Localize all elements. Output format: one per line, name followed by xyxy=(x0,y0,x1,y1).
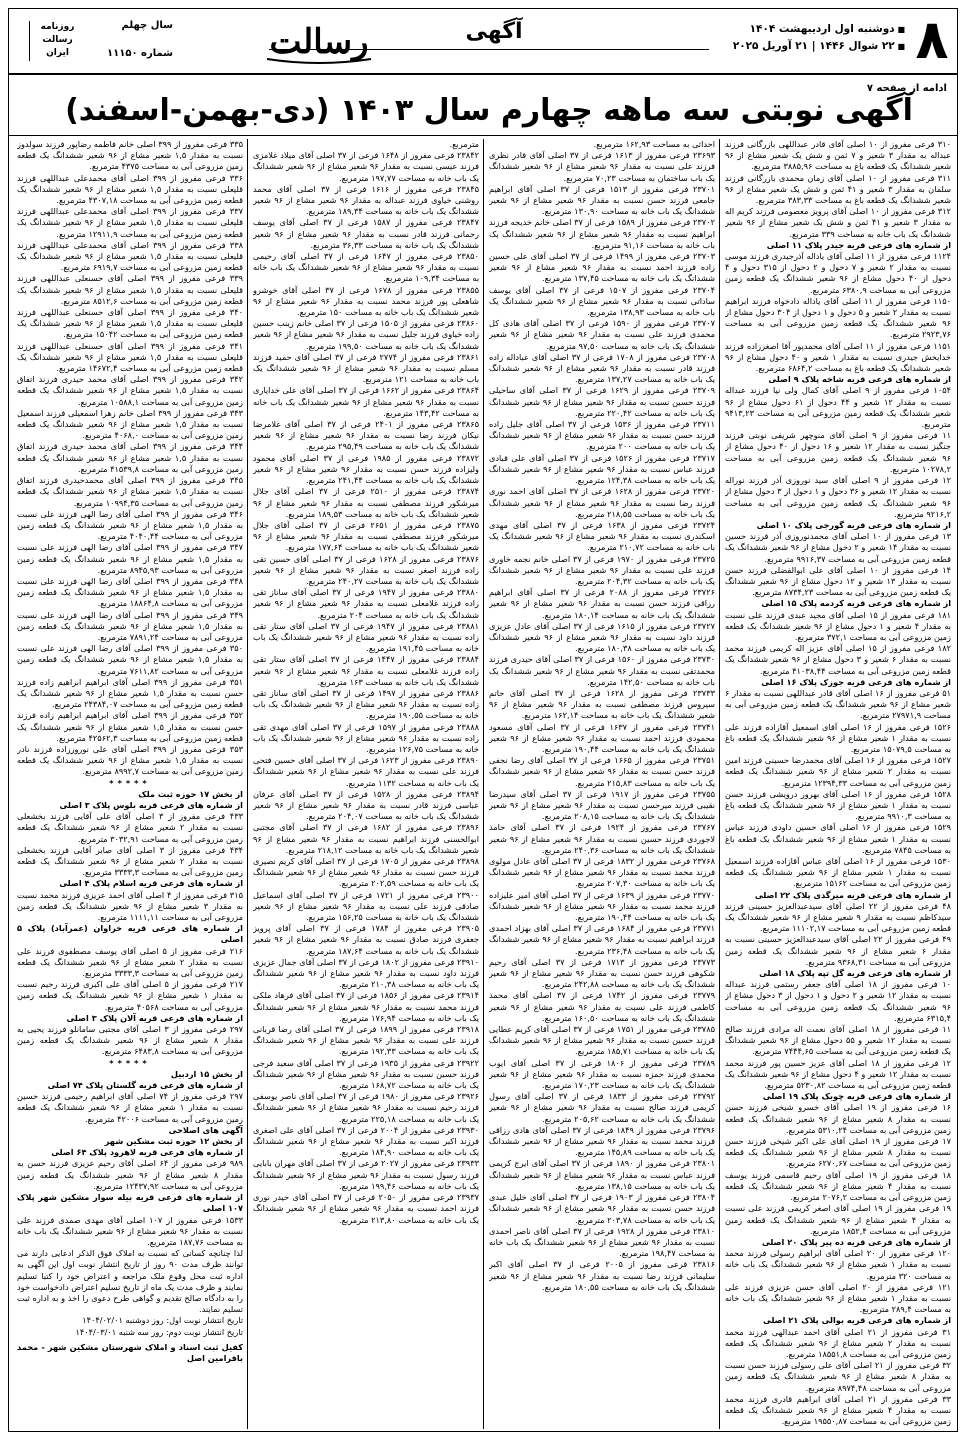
notice-entry: ۲۳۸۴۲ فرعی مفروز از ۱۶۴۸ فرعی از ۳۷ اصلی آقای میلاد غلامزی فرزند عیسی نسبت به مقدار ۹۶ شعیر مشاع از ۹۶ شعیر ششدانگ یک باب خانه به مساحت ۱۹۷,۷۷ مترمربع. xyxy=(253,150,479,183)
section-subheading: از شماره های فرعی قریه آلان پلاک ۳ اصلی xyxy=(66,1012,243,1023)
notice-entry: ۳۲ فرعی مفروز از ۲۱ اصلی آقای علی رسولی فرزند حسن نسبت به مقدار ۸ شعیر مشاع از ۹۶ شعیر ششدانگ یک قطعه زمین مزروعی آبی به مساحت ۸۹۷۴,۴۸ مترمربع. xyxy=(725,1360,951,1393)
mini-logo-line-3: ایران xyxy=(46,48,69,58)
section-subheading: از بخش ۱۷ حوزه ثبت ملک xyxy=(138,788,243,799)
notice-entry: ۲۳۸۶۰ فرعی مفروز از ۱۵۰۵ فرعی از ۳۷ اصلی خانم زینب حسین زاده خیاوی فرزند جلیل نسبت به مقدار ۹۶ شعیر مشاع از ۹۶ شعیر ششدانگ یک باب خانه به مساحت ۱۹۹,۵۰ مترمربع. xyxy=(253,318,479,351)
notice-entry: ۲۳۸۸۴ فرعی مفروز از ۱۴۴۷ فرعی از ۳۷ اصلی آقای ستار تقی زاده فرزند غلامعلی نسبت به مقدار ۹۶ شعیر مشاع از ۹۶ شعیر ششدانگ یک باب خانه به مساحت ۱۶۳ مترمربع. xyxy=(253,654,479,687)
notice-entry: ۲۳۹۱۴ فرعی مفروز از ۱۸۵۶ فرعی از ۳۷ اصلی آقای فرهاد ملکی فرزند محمد نسبت به مقدار ۹۶ شعیر مشاع از ۹۶ شعیر ششدانگ یک باب خانه به مساحت ۱۷۶,۹۴ مترمربع. xyxy=(253,990,479,1023)
notice-entry: ۳۱ فرعی مفروز از ۲۱ اصلی آقای احمد عبدالهی فرزند محمد نسبت به مقدار ۲ شعیر مشاع از ۹۶ شعیر ششدانگ یک قطعه زمین مزروعی آبی به مساحت ۱۸۵۵۱,۸ مترمربع. xyxy=(725,1326,951,1359)
section-subheading: از شماره های فرعی قریه خراوان (عمرآباد) پلاک ۵ اصلی xyxy=(17,923,243,945)
date-line-1: ■ دوشنبه اول اردیبهشت ۱۴۰۴ xyxy=(705,21,905,38)
notice-entry: ۲۳۹۳۰ فرعی مفروز از ۲۰۰۴ فرعی از ۳۷ اصلی آقای علی اصغری فرزند اکبر نسبت به مقدار ۹۶ شعیر مشاع از ۹۶ شعیر ششدانگ یک باب خانه به مساحت ۱۸۴,۹۰ مترمربع. xyxy=(253,1124,479,1158)
notice-entry: ۲۳۸۹۰ فرعی مفروز از ۱۶۲۳ فرعی از ۳۷ اصلی آقای حسین فتحی فرزند علی نسبت به مقدار ۹۶ شعیر مشاع از ۹۶ شعیر ششدانگ یک باب خانه به مساحت ۱۱۳۲ مترمربع. xyxy=(253,755,479,788)
notice-entry: ۲۳۷۵۵ فرعی مفروز از ۱۹۱۷ فرعی از ۳۷ اصلی آقای سیدرضا نقیبی فرزند میرحسن نسبت به مقدار ۹۶ شعیر مشاع از ۹۶ شعیر ششدانگ یک باب خانه به مساحت ۲۰۸,۱۵ مترمربع. xyxy=(489,788,715,822)
section-subheading: از شماره های فرعی قریه لاهرود پلاک ۶۴ اصلی xyxy=(51,1147,243,1158)
page-title: آگهی نوبتی سه ماهه چهارم سال ۱۴۰۳ (دی-بهمن-اسفند) xyxy=(65,93,913,128)
column-3 xyxy=(253,139,479,1429)
section-subheading: از شماره های فرعی قریه بلوس پلاک ۳ اصلی xyxy=(59,799,243,810)
notice-entry: ۱۲ فرعی مفروز از ۱۸ اصلی آقای عزیز حسین پور فرزند محمد نسبت به مقدار ۱۲ شعیر و ۴ دحول مشاع از ۹۶ شعیر ششدانگ یک قطعه زمین مزروعی آبی به مساحت ۵۲۳۰,۸۲ مترمربع. xyxy=(725,1057,951,1091)
notice-entry: ۳۳ فرعی مفروز از ۲۱ اصلی آقای ابراهیم قادری فرزند محمد نسبت به مقدار ۴ شعیر مشاع از ۹۶ شعیر ششدانگ یک قطعه زمین مزروعی آبی به مساحت ۱۹۵۵۰,۸۷ مترمربع. xyxy=(725,1393,951,1427)
notice-entry: ۲۳۸۷۴ فرعی مفروز از ۲۵۱۰ فرعی از ۳۷ اصلی آقای جلال میرشکور فرزند مصطفی نسبت به مقدار ۹۶ شعیر مشاع از ۹۶ شعیر ششدانگ یک باب خانه به مساحت ۱۸۹,۵۳ مترمربع. xyxy=(253,486,479,519)
year-label: سال چهلم xyxy=(121,20,173,31)
resalat-logo xyxy=(259,13,379,69)
notice-entry: ۱۰ فرعی مفروز از ۱۸ اصلی آقای جعفر رستمی فرزند عبداله نسبت به مقدار ۱۲ شعیر و ۲ دحول و ۱ دحول از ۳ دحول مشاع از ۹۶ شعیر ششدانگ یک قطعه زمین مزروعی آبی به مساحت ۶۳۱۵,۴ مترمربع. xyxy=(725,979,951,1023)
notice-entry: ۳۳۶ فرعی مفروز از ۳۹۹ اصلی آقای محمدعلی عبداللهی فرزند قلیعلی نسبت به مقدار ۱,۵ شعیر مشاع از ۹۶ شعیر ششدانگ یک قطعه زمین مزروعی آبی به مساحت ۴۳۰۷,۱۸ مترمربع. xyxy=(17,172,243,206)
notice-entry: ۲۳۸۵۰ فرعی مفروز از ۱۶۴۷ فرعی از ۳۷ اصلی آقای رحیمی نسبت به مقدار ۹۶ شعیر مشاع از ۹۶ شعیر ششدانگ یک باب خانه به مساحت ۱۰۹,۳۴ مترمربع. xyxy=(253,251,479,284)
notice-entry: ۲۳۹۰۵ فرعی مفروز از ۱۷۸۴ فرعی از ۳۷ اصلی آقای پرویز جعفری فرزند صادق نسبت به مقدار ۹۶ شعیر مشاع از ۹۶ شعیر ششدانگ یک باب خانه به مساحت ۱۸۷,۶۴ مترمربع. xyxy=(253,923,479,956)
notice-entry: ۳۴۴ فرعی مفروز از ۳۹۹ اصلی آقای محمد حیدری فرزند اتفاق نسبت به مقدار ۱,۵ شعیر مشاع از ۹۶ شعیر ششدانگ یک قطعه زمین مزروعی آبی به مساحت ۴۱۵۳۹,۸ مترمربع. xyxy=(17,441,243,474)
section-subheading: از شماره های فرعی قریه اسلام پلاک ۴ اصلی xyxy=(59,878,243,889)
notice-entry: ۲۳۸۸۶ فرعی مفروز از ۱۴۹۷ فرعی از ۳۷ اصلی آقای ساناز تقی زاده نسبت به مقدار ۹۶ شعیر مشاع از ۹۶ شعیر ششدانگ یک باب خانه به مساحت ۱۹۰,۵۵ مترمربع. xyxy=(253,687,479,721)
date-block xyxy=(705,21,905,55)
notice-entry: ۲۳۹۱۸ فرعی مفروز از ۱۸۹۹ فرعی از ۳۷ اصلی آقای رضا قربانی فرزند علی نسبت به مقدار ۹۶ شعیر مشاع از ۹۶ شعیر ششدانگ یک باب خانه به مساحت ۱۹۲,۳۳ مترمربع. xyxy=(253,1024,479,1057)
section-subheading: از شماره های فرعی قریه میرگدی پلاک ۲۲ اصلی xyxy=(754,889,951,900)
separator-stars: ***** xyxy=(109,1057,151,1068)
notice-entry: ۲۳۹۳۳ فرعی مفروز از ۲۰۲۷ فرعی از ۳۷ اصلی آقای مهران بابایی فرزند رسول نسبت به مقدار ۹۶ شعیر مشاع از ۹۶ شعیر ششدانگ یک باب خانه به مساحت ۱۹۹,۴۶ مترمربع. xyxy=(253,1158,479,1191)
notice-entry: ۱۷ فرعی مفروز از ۱۹ اصلی آقای علی اکبر شیخی فرزند حسن نسبت به مقدار ۸ شعیر مشاع از ۹۶ شعیر ششدانگ یک قطعه زمین مزروعی آبی به مساحت ۶۲۷۰,۶۷ مترمربع. xyxy=(725,1136,951,1169)
section-subheading: از شماره های فرعی قریه جیدر پلاک ۱۱ اصلی xyxy=(766,239,951,250)
section-subheading: از شماره های فرعی قریه جوزک پلاک ۱۶ اصلی xyxy=(761,676,951,687)
notice-entry: ۲۹۷ فرعی مفروز از ۳ اصلی آقای مجتبی سامانلو فرزند یحیی به مقدار ۸ شعیر مشاع از ۹۶ شعیر ششدانگ یک قطعه زمین مزروعی آبی به مساحت ۶۴۸۳,۸ مترمربع. xyxy=(17,1024,243,1057)
notice-entry: ۳۵۰ فرعی مفروز از ۳۹۹ اصلی آقای رضا الهی فرزند علی نسبت به مقدار ۱,۵ شعیر مشاع از ۹۶ شعیر ششدانگ یک قطعه زمین مزروعی آبی به مساحت ۷۶۱۱,۸۲ مترمربع. xyxy=(17,643,243,676)
year-block xyxy=(23,19,173,63)
notice-entry: ۴۳۴ فرعی مفروز از ۳ اصلی آقای صابر آقایی فرزند بخشعلی نسبت به مقدار ۲ شعیر مشاع از ۹۶ شعیر ششدانگ یک قطعه زمین مزروعی آبی به مساحت ۳۳۳۳,۳ مترمربع. xyxy=(17,844,243,878)
continued-label: ادامه از صفحه ۷ xyxy=(866,83,947,94)
notice-entry: ۲۳۸۵۵ فرعی مفروز از ۱۶۷۸ فرعی از ۳۷ اصلی آقای خوشرو شاهعلی پور فرزند محمد نسبت به مقدار ۹۶ شعیر مشاع از ۹۶ شعیر ششدانگ یک باب خانه به مساحت ۱۵۰ مترمربع. xyxy=(253,284,479,318)
notice-entry: ۲۳۷۰۲ فرعی مفروز از ۱۵۸۹ فرعی از ۳۷ اصلی خانم خدیجه فرزند ابراهیم نسبت به مقدار ۹۶ شعیر مشاع از ۹۶ شعیر ششدانگ یک باب خانه به مساحت ۹۱,۱۶ مترمربع. xyxy=(489,217,715,250)
notice-entry: ۲۳۹۰۰ فرعی مفروز از ۱۷۲۱ فرعی از ۳۷ اصلی آقای اسماعیل صادقی فرزند علی نسبت به مقدار ۹۶ شعیر مشاع از ۹۶ شعیر ششدانگ یک باب خانه به مساحت ۱۵۶,۲۵ مترمربع. xyxy=(253,889,479,923)
notice-entry: ۱۱۵۰ فرعی مفروز از ۱۱ اصلی آقای یاداله دادخواه فرزند ابراهیم نسبت به مقدار ۲ شعیر و ۵ دحول و ۱ دحول از ۳۰۴ دحول مشاع از ۹۶ شعیر ششدانگ یک قطعه زمین مزروعی آبی به مساحت ۲۹۲۳,۷۶ مترمربع. xyxy=(725,295,951,340)
notice-entry: ۳۱۵ فرعی مفروز از ۴ اصلی آقای احمد عزیزی فرزند محمد نسبت به مقدار ۳ شعیر مشاع از ۹۶ شعیر ششدانگ یک قطعه زمین مزروعی آبی به مساحت ۱۱۱۱,۱۱ مترمربع. xyxy=(17,889,243,923)
notice-entry: ۳۱۲ فرعی مفروز از ۱۰ اصلی آقای پرویز معصومی فرزند کریم اله به مقدار ۳ شعیر و ۴۱ ثمن و شش یک شعیر مشاع از ۹۶ شعیر ششدانگ یک باب خانه به مساحت ۳۳۹ مترمربع. xyxy=(725,206,951,239)
notice-entry: ۲۳۷۱۷ فرعی مفروز از ۱۵۲۶ فرعی از ۳۷ اصلی آقای علی قبادی فرزند عباس نسبت به مقدار ۹۶ شعیر مشاع از ۹۶ شعیر ششدانگ یک باب خانه به مساحت ۱۲۴,۳۸ مترمربع. xyxy=(489,452,715,486)
section-subheading: از شماره های فرعی قریه شاخه پلاک ۹ اصلی xyxy=(768,374,951,385)
notice-entry: ۲۳۷۷۰ فرعی مفروز از ۱۶۳۹ فرعی از ۳۷ اصلی آقای امیر علیزاده فرزند محمد نسبت به مقدار ۹۶ شعیر مشاع از ۹۶ شعیر ششدانگ یک باب خانه به مساحت ۱۹۰,۴۴ مترمربع. xyxy=(489,889,715,923)
notice-entry: ۲۳۷۱۱ فرعی مفروز از ۱۵۳۶ فرعی از ۳۷ اصلی آقای جلیل زاده فرزند حسن نسبت به مقدار ۹۶ شعیر مشاع از ۹۶ شعیر ششدانگ یک باب خانه به مساحت ۲۰۰ مترمربع. xyxy=(489,419,715,452)
date-line-2: ■ ۲۲ شوال ۱۴۴۶ | ۲۱ آوریل ۲۰۲۵ xyxy=(705,38,905,55)
notice-entry: ۲۳۷۰۹ فرعی مفروز از ۱۶۲۹ فرعی از ۳۷ اصلی آقای ساحیلی فرزند حسین نسبت به مقدار ۹۶ شعیر مشاع از ۹۶ شعیر ششدانگ یک باب خانه به مساحت ۲۲۰,۴۲ مترمربع. xyxy=(489,385,715,418)
column-rule xyxy=(247,139,248,1429)
notice-entry: ۲۳۸۸۰ فرعی مفروز از ۱۹۴۷ فرعی از ۳۷ اصلی آقای ساناز تقی زاده فرزند غلامعلی نسبت به مقدار ۹۶ شعیر مشاع از ۹۶ شعیر ششدانگ یک باب خانه به مساحت ۲۰۴ مترمربع. xyxy=(253,587,479,620)
notice-entry: ۲۳۷۷۳ فرعی مفروز از ۱۷۱۳ فرعی از ۳۷ اصلی آقای رحیم شکوهی فرزند حسن نسبت به مقدار ۹۶ شعیر مشاع از ۹۶ شعیر ششدانگ یک باب خانه به مساحت ۲۴۲,۸۸ مترمربع. xyxy=(489,956,715,990)
notice-entry: ۹۸۹ فرعی مفروز از ۶۴ اصلی آقای رحیم عزیزی فرزند حسن به مقدار ۸ شعیر مشاع از ۹۶ شعیر ششدانگ یک قطعه زمین مزروعی آبی به مساحت ۱۲۴۳۷,۹۲ مترمربع. xyxy=(17,1158,243,1191)
notice-entry: ۱۰۵۴ فرعی مفروز از ۹ اصلی آقای کمال ولی نیا فرزند عبداله نسبت به مقدار ۱۲ شعیر و ۴۴ دحول از ۶۱ دحول مشاع از ۹۶ شعیر ششدانگ یک قطعه زمین مزروعی آبی به مساحت ۹۴۱۳,۲۳ مترمربع. xyxy=(725,385,951,430)
notice-entry: ۱۲۱ فرعی مفروز از ۲۰ اصلی آقای حسن عزیزی فرزند علی نسبت به مقدار ۱ شعیر مشاع از ۹۶ شعیر ششدانگ یک باب خانه به مساحت ۲۸۹,۴ مترمربع. xyxy=(725,1281,951,1315)
notice-entry: ۳۴۸ فرعی مفروز از ۳۹۹ اصلی آقای رضا الهی فرزند علی نسبت به مقدار ۱,۵ شعیر مشاع از ۹۶ شعیر ششدانگ یک قطعه زمین مزروعی آبی به مساحت ۱۸۸۶۴,۸ مترمربع. xyxy=(17,575,243,609)
notice-entry: مترمربع. xyxy=(449,139,479,149)
section-subheading: از شماره های فرعی قریه گورجی پلاک ۱۰ اصلی xyxy=(756,519,951,530)
notice-entry: ۲۳۷۳۳ فرعی مفروز از ۱۶۲۸ فرعی از ۳۷ اصلی آقای حاتم سیروس فرزند مصطفی نسبت به مقدار ۹۶ شعیر مشاع از ۹۶ شعیر ششدانگ یک باب خانه به مساحت ۱۶۲,۱۴ مترمربع. xyxy=(489,687,715,721)
notice-entry: ۳۳۷ فرعی مفروز از ۳۹۹ اصلی آقای محمدعلی عبداللهی فرزند قلیعلی نسبت به مقدار ۱,۵ شعیر مشاع از ۹۶ شعیر ششدانگ یک قطعه زمین مزروعی آبی به مساحت ۱۲۹۱۱,۹ مترمربع. xyxy=(17,206,243,239)
notice-entry: ۱۲ فرعی مفروز از ۹ اصلی آقای سید نوروزی آذر فرزند نوراله نسبت به مقدار ۱۲ شعیر و ۳۶ دحول و ۱ دحول از ۳ دحول مشاع از ۹۶ شعیر ششدانگ یک قطعه زمین مزروعی آبی به مساحت ۹۲۱۶,۲ مترمربع. xyxy=(725,475,951,519)
notice-entry: ۲۳۸۸۸ فرعی مفروز از ۱۵۹۷ فرعی از ۳۷ اصلی آقای مهدی تقی زاده نسبت به مقدار ۹۶ شعیر مشاع از ۹۶ شعیر ششدانگ یک باب خانه به مساحت ۱۲۶,۷۵ مترمربع. xyxy=(253,721,479,754)
notice-entry: ۲۳۸۶۱ فرعی مفروز از ۲۷۷۴ فرعی از ۳۷ اصلی آقای حمید فرزند مسلم نسبت به مقدار ۹۶ شعیر مشاع از ۹۶ شعیر ششدانگ یک باب خانه به مساحت ۱۲۱ مترمربع. xyxy=(253,351,479,385)
column-2 xyxy=(489,139,715,1429)
section-subheading: از شماره های فرعی قریه کردمه پلاک ۱۵ اصلی xyxy=(761,598,951,609)
notice-entry: ۳۳۹ فرعی مفروز از ۳۹۹ اصلی آقای حسنعلی عبداللهی فرزند قلیعلی نسبت به مقدار ۱,۵ شعیر مشاع از ۹۶ شعیر ششدانگ یک قطعه زمین مزروعی آبی به مساحت ۸۵۱۲,۶ مترمربع. xyxy=(17,273,243,306)
notice-entry: ۲۳۷۲۴ فرعی مفروز از ۱۶۳۸ فرعی از ۳۷ اصلی آقای مهدی اسکندری نسبت به مقدار ۹۶ شعیر مشاع از ۹۶ شعیر ششدانگ یک باب خانه به مساحت ۲۱۰,۷۲ مترمربع. xyxy=(489,519,715,553)
notice-entry: ۲۳۶۹۳ فرعی مفروز از ۱۶۱۳ فرعی از ۳۷ اصلی آقای قادر نظری فرزند علی نسبت به مقدار ۹۶ شعیر مشاع از ۹۶ شعیر ششدانگ یک باب ساختمان به مساحت ۷۰,۲۳ مترمربع. xyxy=(489,150,715,183)
notice-entry: ۱۱ فرعی مفروز از ۱۸ اصلی آقای نعمت اله مرادی فرزند صالح نسبت به مقدار ۱۲ شعیر و ۵۵ دحول مشاع از ۹۶ شعیر ششدانگ یک قطعه زمین مزروعی آبی به مساحت ۷۴۴۴,۶۵ مترمربع. xyxy=(725,1024,951,1057)
notice-entry: ۱۹ فرعی مفروز از ۱۹ اصلی آقای اصغر کریمی فرزند علی نسبت به مقدار ۴ شعیر مشاع از ۹۶ شعیر ششدانگ یک قطعه زمین مزروعی آبی به مساحت ۱۸۵۲,۴ مترمربع. xyxy=(725,1203,951,1236)
column-rule xyxy=(719,139,720,1429)
notice-entry: ۳۴۶ فرعی مفروز از ۳۹۹ اصلی آقای رضا الهی فرزند علی نسبت به مقدار ۱,۵ شعیر مشاع از ۹۶ شعیر ششدانگ یک قطعه زمین مزروعی آبی به مساحت ۴۰۴۰,۴۴ مترمربع. xyxy=(17,508,243,542)
notice-entry: ۲۳۸۶۴ فرعی مفروز از ۱۶۶۲ فرعی از ۳۷ اصلی آقای علی خدایاری نسبت به مقدار ۹۶ شعیر مشاع از ۹۶ شعیر ششدانگ یک باب خانه به مساحت ۱۴۳,۴۲ مترمربع. xyxy=(253,385,479,418)
notice-entry: ۲۳۸۸۱ فرعی مفروز از ۱۹۴۷ فرعی از ۳۷ اصلی آقای ستار تقی زاده نسبت به مقدار ۹۶ شعیر مشاع از ۹۶ شعیر ششدانگ یک باب خانه به مساحت ۱۹۱,۴۵ مترمربع. xyxy=(253,620,479,654)
section-subheading: از شماره های فرعی قریه ده پیر پلاک ۲۰ اصلی xyxy=(762,1236,951,1247)
notice-entry: ۳۴۹ فرعی مفروز از ۳۹۹ اصلی آقای رضا الهی فرزند علی نسبت به مقدار ۱,۵ شعیر مشاع از ۹۶ شعیر ششدانگ یک قطعه زمین مزروعی آبی به مساحت ۷۸۹۱,۲۴ مترمربع. xyxy=(17,609,243,642)
notice-entry: ۱۳ فرعی مفروز از ۱۰ اصلی آقای محمدنوروزی آذر فرزند حسین نسبت به مقدار ۱۴ شعیر و ۲ دحول مشاع از ۹۶ شعیر ششدانگ یک قطعه زمین مزروعی آبی به مساحت ۹۹۱۶,۳۷ مترمربع. xyxy=(725,531,951,564)
notice-entry: ۵۱ فرعی مفروز از ۱۶ اصلی آقای قادر عبداللهی نسبت به مقدار ۶ شعیر مشاع از ۹۶ شعیر ششدانگ یک قطعه زمین مزروعی آبی به مساحت ۲۷۹۷۱,۹ مترمربع. xyxy=(725,687,951,721)
title-rule xyxy=(9,135,957,136)
section-label: آگهی xyxy=(465,19,523,44)
notice-entry: ۲۳۹۲۶ فرعی مفروز از ۱۹۸۰ فرعی از ۳۷ اصلی آقای ناصر یوسفی فرزند رحیم نسبت به مقدار ۹۶ شعیر مشاع از ۹۶ شعیر ششدانگ یک باب خانه به مساحت ۲۲۵,۱۸ مترمربع. xyxy=(253,1091,479,1124)
notice-entry: ۲۳۸۰۴ فرعی مفروز از ۱۹۰۳ فرعی از ۳۷ اصلی آقای خلیل عبدی فرزند حسن نسبت به مقدار ۹۶ شعیر مشاع از ۹۶ شعیر ششدانگ یک باب خانه به مساحت ۲۰۳,۷۸ مترمربع. xyxy=(489,1192,715,1225)
notice-entry: ۲۳۹۲۲ فرعی مفروز از ۱۹۳۵ فرعی از ۳۷ اصلی آقای سعید فرجی فرزند حسین نسبت به مقدار ۹۶ شعیر مشاع از ۹۶ شعیر ششدانگ یک باب خانه به مساحت ۱۶۸,۷۲ مترمربع. xyxy=(253,1057,479,1091)
notice-entry: ۳۴۷ فرعی مفروز از ۳۹۹ اصلی آقای رضا الهی فرزند علی نسبت به مقدار ۱,۵ شعیر مشاع از ۹۶ شعیر ششدانگ یک قطعه زمین مزروعی آبی به مساحت ۸۹۴۵,۹۳ مترمربع. xyxy=(17,542,243,575)
notice-entry: ۱۵۳۰ فرعی مفروز از ۱۶ اصلی آقای عباس آقازاده فرزند اسمعیل نسبت به مقدار ۱ شعیر مشاع از ۹۶ شعیر ششدانگ یک قطعه زمین مزروعی آبی به مساحت ۱۵۱۶۲ مترمربع. xyxy=(725,856,951,889)
notice-entry: ۲۳۷۳۰ فرعی مفروز از ۱۵۶۰ فرعی از ۳۷ اصلی آقای حیدری فرزند محمدتقی نسبت به مقدار ۹۶ شعیر مشاع از ۹۶ شعیر ششدانگ یک باب خانه به مساحت ۱۴۲,۵۰ مترمربع. xyxy=(489,654,715,687)
notice-entry: ۲۳۷۲۶ فرعی مفروز از ۲۰۸۸ فرعی از ۳۷ اصلی آقای ابراهیم رزاقی فرزند حسن نسبت به مقدار ۹۶ شعیر مشاع از ۹۶ شعیر ششدانگ یک باب خانه به مساحت ۱۸۰,۱۴ مترمربع. xyxy=(489,587,715,620)
notice-entry: ۲۳۸۰۱ فرعی مفروز از ۱۸۹۰ فرعی از ۳۷ اصلی آقای ایرج کریمی فرزند عباس نسبت به مقدار ۹۶ شعیر مشاع از ۹۶ شعیر ششدانگ یک باب خانه به مساحت ۱۳۸,۱۵ مترمربع. xyxy=(489,1158,715,1191)
notice-entry: ۱۸۱ فرعی مفروز از ۱۵ اصلی آقای مجید عبدی فرزند علی نسبت به مقدار ۴ شعیر و ۱ دحول مشاع از ۹۶ شعیر ششدانگ یک قطعه زمین مزروعی آبی به مساحت ۳۷۲,۱ مترمربع. xyxy=(725,609,951,642)
notice-entry: لذا چنانچه کسانی که نسبت به املاک فوق الذکر ادعایی دارند می توانند ظرف مدت ۹۰ روز از تاریخ انتشار نوبت اول این آگهی به اداره ثبت محل وقوع ملک مراجعه و اعتراض خود را کتبا تسلیم نمایند و ظرف مدت یک ماه از تاریخ تسلیم اعتراض دادخواست خود را به دادگاه صالح تقدیم و گواهی طرح دعوی را اخذ و به اداره ثبت تسلیم نمایند. xyxy=(17,1248,243,1315)
columns xyxy=(9,139,957,1429)
section-subheading: از شماره های فرعی قریه بیله سوار مشکین شهر پلاک ۱۰۷ اصلی xyxy=(17,1192,243,1214)
notice-entry: ۴۸ فرعی مفروز از ۲۲ اصلی آقای سیدعبدالعزیز حسینی فرزند سیدکاظم نسبت به مقدار ۹ شعیر مشاع از ۹۶ شعیر ششدانگ یک قطعه زمین مزروعی آبی به مساحت ۱۱۱۰۲,۱۷ مترمربع. xyxy=(725,900,951,934)
notice-entry: ۳۵۱ فرعی مفروز از ۳۹۹ اصلی آقای ابراهیم ابراهیم زاده فرزند حسن نسبت به مقدار ۱,۵ شعیر مشاع از ۹۶ شعیر ششدانگ یک قطعه زمین مزروعی آبی به مساحت ۲۴۳۸۴,۰۷ مترمربع. xyxy=(17,676,243,710)
mini-logo xyxy=(29,21,85,61)
notice-entry: ۱۱ فرعی مفروز از ۹ اصلی آقای منوچهر شریفی نوبتی فرزند جنگیز نسبت به مقدار ۱۲ شعیر و ۱۶ دحول از ۴۰ دحول مشاع از ۹۶ شعیر ششدانگ یک قطعه زمین مزروعی آبی به مساحت ۱۰۲۷۸,۲ مترمربع. xyxy=(725,430,951,474)
notice-entry: ۱۴ فرعی مفروز از ۱۰ اصلی آقای علی ابوالفضلی فرزند حسن نسبت به مقدار ۱۳ شعیر و ۱۲ دحول مشاع از ۹۶ شعیر ششدانگ یک قطعه زمین مزروعی آبی به مساحت ۸۷۳۴,۲۳ مترمربع. xyxy=(725,564,951,598)
notice-entry: تاریخ انتشار نوبت دوم: روز سه شنبه ۱۴۰۴/۰۳/۰۱ xyxy=(75,1326,243,1337)
logo-text: رسالت xyxy=(269,22,369,62)
mini-logo-line-1: روزنامه xyxy=(40,22,75,32)
notice-entry: ۲۳۷۰۱ فرعی مفروز از ۱۵۱۳ فرعی از ۳۷ اصلی آقای ابراهیم جامعی فرزند حسن نسبت به مقدار ۹۶ شعیر مشاع از ۹۶ شعیر ششدانگ یک باب خانه به مساحت ۱۳۰,۹۰ مترمربع. xyxy=(489,183,715,217)
section-subheading: آگهی های اصلاحی xyxy=(168,1124,243,1135)
section-subheading: از بخش ۱۵ اردبیل xyxy=(170,1068,243,1079)
notice-entry: ۱۵۲۶ فرعی مفروز از ۱۶ اصلی آقای اسمعیل آقازاده فرزند علی نسبت به مقدار ۱ شعیر مشاع از ۹۶ شعیر ششدانگ یک قطعه باغ به مساحت ۱۵۰۷۹,۵ مترمربع. xyxy=(725,721,951,754)
notice-entry: ۲۳۷۰۴ فرعی مفروز از ۱۵۰۷ فرعی از ۳۷ اصلی آقای یوسف ساداتی نسبت به مقدار ۹۶ شعیر مشاع از ۹۶ شعیر ششدانگ یک باب خانه به مساحت ۱۳۸,۹۳ مترمربع. xyxy=(489,284,715,318)
section-subheading: از شماره های فرعی قریه گل تپه پلاک ۱۸ اصلی xyxy=(759,968,951,979)
notice-entry: ۳۴۲ فرعی مفروز از ۳۹۹ اصلی آقای محمد حیدری فرزند اتفاق نسبت به مقدار ۱,۵ شعیر مشاع از ۹۶ شعیر ششدانگ یک قطعه زمین مزروعی آبی به مساحت ۱۰۵۸۸,۱ مترمربع. xyxy=(17,374,243,407)
notice-entry: ۲۳۸۹۸ فرعی مفروز از ۱۷۰۵ فرعی از ۳۷ اصلی آقای کریم نصیری فرزند حسن نسبت به مقدار ۹۶ شعیر مشاع از ۹۶ شعیر ششدانگ یک باب خانه به مساحت ۲۰۲,۵۹ مترمربع. xyxy=(253,856,479,889)
notice-entry: ۲۳۷۰۷ فرعی مفروز از ۱۵۹۰ فرعی از ۳۷ اصلی آقای هادی کل محمدی فرزند علی نسبت به مقدار ۹۶ شعیر مشاع از ۹۶ شعیر ششدانگ یک باب خانه به مساحت ۹۷,۵۰ مترمربع. xyxy=(489,318,715,351)
notice-entry: ۲۳۷۷۱ فرعی مفروز از ۱۶۸۴ فرعی از ۳۷ اصلی آقای بهزاد احمدی فرزند ابراهیم نسبت به مقدار ۹۶ شعیر مشاع از ۹۶ شعیر ششدانگ یک باب خانه به مساحت ۲۳۶,۴۸ مترمربع. xyxy=(489,923,715,956)
notice-entry: ۳۱۱ فرعی مفروز از ۱۰ اصلی آقای زمان محمدی بازرگانی فرزند سلمان به مقدار ۳ شعیر و ۴۱ ثمن و شش یک شعیر مشاع از ۹۶ شعیر ششدانگ یک قطعه باغ به مساحت ۳۸۳,۳۳ مترمربع. xyxy=(725,172,951,206)
notice-entry: ۱۵۲۸ فرعی مفروز از ۱۶ اصلی آقای بهروز درویشی فرزند حسن نسبت به مقدار ۱ شعیر مشاع از ۹۶ شعیر ششدانگ یک قطعه باغ به مساحت ۹۹۱۰,۳ مترمربع. xyxy=(725,788,951,822)
notice-entry: ۲۳۸۴۵ فرعی مفروز از ۱۶۱۶ فرعی از ۳۷ اصلی آقای محمد روشنی خیاوی فرزند عبداله به مقدار ۹۶ شعیر مشاع از ۹۶ شعیر ششدانگ یک باب خانه به مساحت ۱۸۹,۳۴ مترمربع. xyxy=(253,183,479,217)
notice-entry: ۲۳۸۷۵ فرعی مفروز از ۲۶۵۱ فرعی از ۳۷ اصلی آقای جلال میرشکور فرزند مصطفی نسبت به مقدار ۹۶ شعیر مشاع از ۹۶ شعیر ششدانگ یک باب خانه به مساحت ۱۷۷,۶۴ مترمربع. xyxy=(253,519,479,553)
notice-entry: ۴۹ فرعی مفروز از ۲۲ اصلی آقای سیدعبدالعزیز حسینی نسبت به مقدار ۶ شعیر مشاع از ۹۶ شعیر ششدانگ یک قطعه زمین مزروعی آبی به مساحت ۹۳۶۸,۳۱ مترمربع. xyxy=(725,934,951,967)
notice-entry: ۲۳۸۹۶ فرعی مفروز از ۱۶۸۲ فرعی از ۳۷ اصلی آقای مجتبی ابوالحسنی فرزند ابراهیم نسبت به مقدار ۹۶ شعیر مشاع از ۹۶ شعیر ششدانگ یک باب خانه به مساحت ۲۱۸,۱۲ مترمربع. xyxy=(253,822,479,855)
section-subheading: از شماره های فرعی قریه چوبک پلاک ۱۹ اصلی xyxy=(762,1091,951,1102)
notice-entry: ۲۱۷ فرعی مفروز از ۵ اصلی آقای علی اکبری فرزند رحیم نسبت به مقدار ۱ شعیر مشاع از ۹۶ شعیر ششدانگ یک قطعه زمین مزروعی آبی به مساحت ۴۰۵۶۸ مترمربع. xyxy=(17,979,243,1012)
signature: کفیل ثبت اسناد و املاک شهرستان مشکین شهر - محمد باقرامین اصل xyxy=(17,1341,243,1363)
notice-entry: ۲۳۸۷۲ فرعی مفروز از ۱۹۸۵ فرعی از ۳۷ اصلی آقای محمود ولیزاده فرزند حسن نسبت به مقدار ۹۶ شعیر مشاع از ۹۶ شعیر ششدانگ یک باب خانه به مساحت ۲۴۱,۴۴ مترمربع. xyxy=(253,452,479,486)
notice-entry: ۳۳۵ فرعی مفروز از ۳۹۹ اصلی خانم فاطمه رضاپور فرزند سولدوز نسبت به مقدار ۱,۵ شعیر مشاع از ۹۶ شعیر ششدانگ یک قطعه زمین مزروعی آبی به مساحت ۴۳۷۵ مترمربع. xyxy=(17,139,243,172)
mini-logo-line-2: رسالت xyxy=(42,35,73,45)
notice-entry: ۲۳۷۸۹ فرعی مفروز از ۱۸۰۶ فرعی از ۳۷ اصلی آقای ایوب محمدی فرزند حمزه نسبت به مقدار ۹۶ شعیر مشاع از ۹۶ شعیر ششدانگ یک باب خانه به مساحت ۱۷۰,۲۳ مترمربع. xyxy=(489,1057,715,1091)
notice-entry: ۲۳۸۱۰ فرعی مفروز از ۱۹۲۸ فرعی از ۳۷ اصلی آقای ناصر احمدی نسبت به مقدار ۹۶ شعیر مشاع از ۹۶ شعیر ششدانگ یک باب خانه به مساحت ۱۹۸,۴۷ مترمربع. xyxy=(489,1225,715,1259)
notice-entry: ۲۱۶ فرعی مفروز از ۵ اصلی آقای یوسف مصطفوی فرزند علی نسبت به مقدار ۲ شعیر مشاع از ۹۶ شعیر ششدانگ یک قطعه زمین مزروعی آبی به مساحت ۳۳۳۳,۳ مترمربع. xyxy=(17,945,243,979)
notice-entry: ۱۶ فرعی مفروز از ۱۹ اصلی آقای خسرو شیخی فرزند حسن نسبت به مقدار ۸ شعیر مشاع از ۹۶ شعیر ششدانگ یک قطعه زمین مزروعی آبی به مساحت ۵۳۱۰,۲۴ مترمربع. xyxy=(725,1102,951,1135)
notice-entry: ۳۵۳ فرعی مفروز از ۳۹۹ اصلی آقای علی نوروززاده فرزند نادر نسبت به مقدار ۱,۵ شعیر مشاع از ۹۶ شعیر ششدانگ یک قطعه زمین مزروعی آبی به مساحت ۸۹۹۲,۷ مترمربع. xyxy=(17,743,243,777)
notice-entry: ۲۳۷۹۶ فرعی مفروز از ۱۸۴۹ فرعی از ۳۷ اصلی آقای هادی رزاقی فرزند محمد نسبت به مقدار ۹۶ شعیر مشاع از ۹۶ شعیر ششدانگ یک باب خانه به مساحت ۱۴۵,۸۹ مترمربع. xyxy=(489,1124,715,1158)
notice-entry: ۳۴۰ فرعی مفروز از ۳۹۹ اصلی آقای حسنعلی عبداللهی فرزند قلیعلی نسبت به مقدار ۱,۵ شعیر مشاع از ۹۶ شعیر ششدانگ یک قطعه زمین مزروعی آبی به مساحت ۱۵۰۴۲ مترمربع. xyxy=(17,307,243,340)
notice-entry: ۳۱۰ فرعی مفروز از ۱۰ اصلی آقای قادر عبداللهی بازرگانی فرزند عبداله به مقدار ۳ شعیر و ۷ ثمن و شش یک شعیر مشاع از ۹۶ شعیر ششدانگ یک قطعه باغ به مساحت ۳۸۸۵,۹۶ مترمربع. xyxy=(725,139,951,172)
column-1 xyxy=(725,139,951,1429)
notice-entry: ۳۴۵ فرعی مفروز از ۳۹۹ اصلی آقای محمدحیدری فرزند اتفاق نسبت به مقدار ۱,۵ شعیر مشاع از ۹۶ شعیر ششدانگ یک قطعه زمین مزروعی آبی به مساحت ۱۰۹۹۴,۳۵ مترمربع. xyxy=(17,475,243,508)
notice-entry: ۲۳۸۱۶ فرعی مفروز از ۲۰۰۵ فرعی از ۳۷ اصلی آقای اکبر سلیمانی فرزند رضا نسبت به مقدار ۹۶ شعیر مشاع از ۹۶ شعیر ششدانگ یک باب خانه به مساحت ۱۸۰,۵۵ مترمربع. xyxy=(489,1259,715,1292)
notice-entry: ۲۳۷۴۱ فرعی مفروز از ۱۶۳۷ فرعی از ۳۷ اصلی آقای مسعود محمودی فرزند احمد نسبت به مقدار ۹۶ شعیر مشاع از ۹۶ شعیر ششدانگ یک باب خانه به مساحت ۱۹۰,۴۴ مترمربع. xyxy=(489,721,715,754)
notice-entry: ۲۳۷۲۰ فرعی مفروز از ۱۶۲۸ فرعی از ۳۷ اصلی آقای احمد نوری فرزند رضا نسبت به مقدار ۹۶ شعیر مشاع از ۹۶ شعیر ششدانگ یک باب خانه به مساحت ۲۱۸,۵۵ مترمربع. xyxy=(489,486,715,519)
notice-entry: ۱۸ فرعی مفروز از ۱۹ اصلی آقای رحیم قاسمی فرزند یوسف نسبت به مقدار ۴ شعیر مشاع از ۹۶ شعیر ششدانگ یک قطعه زمین مزروعی آبی به مساحت ۲۰۷۶,۲ مترمربع. xyxy=(725,1169,951,1203)
notice-entry: ۲۳۷۲۷ فرعی مفروز از ۱۶۱۵ فرعی از ۳۷ اصلی آقای عادل عزیزی فرزند داود نسبت به مقدار ۹۶ شعیر مشاع از ۹۶ شعیر ششدانگ یک باب خانه به مساحت ۱۸۰,۳۸ مترمربع. xyxy=(489,620,715,654)
notice-entry: ۲۳۷۷۹ فرعی مفروز از ۱۷۴۲ فرعی از ۳۷ اصلی آقای محمد کاظمی فرزند علی نسبت به مقدار ۹۶ شعیر مشاع از ۹۶ شعیر ششدانگ یک باب خانه به مساحت ۱۶۰,۵۰ مترمربع. xyxy=(489,990,715,1023)
page-number: ۸ xyxy=(915,8,949,71)
notice-entry: ۲۳۸۹۴ فرعی مفروز از ۱۵۲۸ فرعی از ۳۷ اصلی آقای عرفان عباسی فرزند قادر نسبت به مقدار ۹۶ شعیر مشاع از ۹۶ شعیر ششدانگ یک باب خانه به مساحت ۲۰۴,۰۷ مترمربع. xyxy=(253,788,479,822)
notice-entry: ۲۹۷ فرعی مفروز از ۷۴ اصلی آقای ابراهیم رحیمی فرزند حسین نسبت به مقدار ۱ شعیر مشاع از ۹۶ شعیر ششدانگ یک قطعه زمین مزروعی آبی به مساحت ۴۲۰۰۶ مترمربع. xyxy=(17,1091,243,1124)
notice-entry: ۲۳۷۰۳ فرعی مفروز از ۱۴۹۹ فرعی از ۳۷ اصلی آقای علی حسین زاده فرزند احمد نسبت به مقدار ۹۶ شعیر مشاع از ۹۶ شعیر ششدانگ یک باب خانه به مساحت ۱۳۷,۴۵ مترمربع. xyxy=(489,251,715,284)
notice-entry: ۲۳۷۲۵ فرعی مفروز از ۱۹۷۰ فرعی از ۳۷ اصلی خانم نجمه خاوری فرزند علی نسبت به مقدار ۹۶ شعیر مشاع از ۹۶ شعیر ششدانگ یک باب خانه به مساحت ۲۰۴,۳۲ مترمربع. xyxy=(489,553,715,586)
notice-entry: ۲۳۸۴۷ فرعی مفروز از ۱۵۸۷ فرعی از ۳۷ اصلی آقای یوسف رحمانی فرزند قادر نسبت به مقدار ۹۶ شعیر مشاع از ۹۶ شعیر ششدانگ یک باب خانه به مساحت ۳۶,۳۳ مترمربع. xyxy=(253,217,479,250)
notice-entry: ۲۳۷۶۷ فرعی مفروز از ۱۹۲۴ فرعی از ۳۷ اصلی آقای حامد لاجوردی فرزند حسین نسبت به مقدار ۹۶ شعیر مشاع از ۹۶ شعیر ششدانگ یک باب خانه به مساحت ۲۴۰,۳۶ مترمربع. xyxy=(489,822,715,855)
notice-entry: تاریخ انتشار نوبت اول: روز دوشنبه ۱۴۰۴/۰۲/۰۱ xyxy=(82,1315,243,1326)
notice-entry: احداثی به مساحت ۱۶۲,۹۳ مترمربع. xyxy=(593,139,715,149)
notice-entry: ۱۵۳۳ فرعی مفروز از ۱۰۷ اصلی آقای مهدی صمدی فرزند علی نسبت به مقدار ۹۶ شعیر مشاع از ۹۶ شعیر ششدانگ یک باب خانه به مساحت ۱۸۷,۷۶ مترمربع. xyxy=(17,1214,243,1247)
notice-entry: ۳۴۱ فرعی مفروز از ۳۹۹ اصلی آقای حسنعلی عبداللهی فرزند قلیعلی نسبت به مقدار ۱,۵ شعیر مشاع از ۹۶ شعیر ششدانگ یک قطعه زمین مزروعی آبی به مساحت ۱۴۶۷۲,۴ مترمربع. xyxy=(17,340,243,374)
notice-entry: ۱۵۲۷ فرعی مفروز از ۱۶ اصلی آقای محمدرضا حسینی فرزند امین نسبت به مقدار ۲ شعیر مشاع از ۹۶ شعیر ششدانگ یک قطعه زمین مزروعی آبی به مساحت ۱۲۳۹۴,۳۳ مترمربع. xyxy=(725,755,951,788)
notice-entry: ۲۳۸۶۵ فرعی مفروز از ۲۴۰۱ فرعی از ۳۷ اصلی آقای غلامرضا نیکان فرزند رضا نسبت به مقدار ۹۶ شعیر مشاع از ۹۶ شعیر ششدانگ یک باب خانه به مساحت ۲۹۵,۴۹ مترمربع. xyxy=(253,419,479,452)
column-4 xyxy=(17,139,243,1429)
issue-label: شماره ۱۱۱۵۰ xyxy=(107,48,173,59)
masthead xyxy=(9,9,957,75)
notice-entry: ۲۳۷۸۵ فرعی مفروز از ۱۷۵۱ فرعی از ۳۷ اصلی آقای کریم عطایی فرزند حسین نسبت به مقدار ۹۶ شعیر مشاع از ۹۶ شعیر ششدانگ یک باب خانه به مساحت ۱۸۵,۷۱ مترمربع. xyxy=(489,1024,715,1057)
notice-entry: ۳۳۸ فرعی مفروز از ۳۹۹ اصلی آقای محمدعلی عبداللهی فرزند قلیعلی نسبت به مقدار ۱,۵ شعیر مشاع از ۹۶ شعیر ششدانگ یک قطعه زمین مزروعی آبی به مساحت ۶۹۱۹,۷ مترمربع. xyxy=(17,239,243,273)
column-rule xyxy=(483,139,484,1429)
notice-entry: ۱۱۲۴ فرعی مفروز از ۱۱ اصلی آقای یاداله آذرجیدری فرزند موسی نسبت به مقدار ۲ شعیر و ۷ دحول و ۲ دحول از ۳۱۵ دحول و ۴ دحول از ۴۰ دحول مشاع از ۹۶ شعیر ششدانگ یک قطعه زمین مزروعی آبی به مساحت ۶۳۸۰,۹ مترمربع. xyxy=(725,251,951,295)
resalat-logo-graphic xyxy=(259,13,379,69)
notice-entry: ۱۲۰ فرعی مفروز از ۲۰ اصلی آقای ابراهیم رسولی فرزند محمد نسبت به مقدار ۱ شعیر مشاع از ۹۶ شعیر ششدانگ یک باب خانه به مساحت ۳۲۰ مترمربع. xyxy=(725,1248,951,1281)
notice-entry: ۲۳۷۵۱ فرعی مفروز از ۱۶۶۵ فرعی از ۳۷ اصلی آقای رضا نجفی فرزند حسن نسبت به مقدار ۹۶ شعیر مشاع از ۹۶ شعیر ششدانگ یک باب خانه به مساحت ۲۱۵,۸۳ مترمربع. xyxy=(489,755,715,788)
notice-entry: ۲۳۷۹۲ فرعی مفروز از ۱۸۳۳ فرعی از ۳۷ اصلی آقای رسول کریمی فرزند صالح نسبت به مقدار ۹۶ شعیر مشاع از ۹۶ شعیر ششدانگ یک باب خانه به مساحت ۲۰۵,۶۲ مترمربع. xyxy=(489,1091,715,1124)
notice-entry: ۳۵۲ فرعی مفروز از ۳۹۹ اصلی آقای ابراهیم ابراهیم زاده فرزند حسن نسبت به مقدار ۱,۵ شعیر مشاع از ۹۶ شعیر ششدانگ یک قطعه زمین مزروعی آبی به مساحت ۴۲۵۶۲,۳ مترمربع. xyxy=(17,710,243,743)
notice-entry: ۱۵۲۹ فرعی مفروز از ۱۶ اصلی آقای حسین داودی فرزند عباس نسبت به مقدار ۱ شعیر مشاع از ۹۶ شعیر ششدانگ یک قطعه باغ به مساحت ۷۸۴۵ مترمربع. xyxy=(725,822,951,855)
notice-entry: ۱۸۲ فرعی مفروز از ۱۵ اصلی آقای عزیز اله کریمی فرزند محمد نسبت به مقدار ۶ شعیر و ۳ دحول مشاع از ۹۶ شعیر ششدانگ یک قطعه زمین مزروعی آبی به مساحت ۴۱۰۳۸,۴۴ مترمربع. xyxy=(725,643,951,676)
page-frame xyxy=(8,8,958,1432)
notice-entry: ۲۳۹۳۷ فرعی مفروز از ۲۰۵۰ فرعی از ۳۷ اصلی آقای حیدر نوری فرزند احمد نسبت به مقدار ۹۶ شعیر مشاع از ۹۶ شعیر ششدانگ یک باب خانه به مساحت ۲۱۳,۸۰ مترمربع. xyxy=(253,1192,479,1225)
notice-entry: ۲۳۷۶۸ فرعی مفروز از ۱۸۳۲ فرعی از ۳۷ اصلی آقای عادل مولوی فرزند محمد نسبت به مقدار ۹۶ شعیر مشاع از ۹۶ شعیر ششدانگ یک باب خانه به مساحت ۲۰۷,۳۰ مترمربع. xyxy=(489,856,715,889)
notice-entry: ۳۴۳ فرعی مفروز از ۳۹۹ اصلی خانم زهرا اسمعیلی فرزند اسمعیل نسبت به مقدار ۱,۵ شعیر مشاع از ۹۶ شعیر ششدانگ یک قطعه زمین مزروعی آبی به مساحت ۴۰۶۸,۰ مترمربع. xyxy=(17,407,243,441)
notice-entry: ۱۱۵۱ فرعی مفروز از ۱۱ اصلی آقای محمدپور آقا اصغرزاده فرزند خدابخش جیدری نسبت به مقدار ۱ شعیر و ۴۰ دحول مشاع از ۹۶ شعیر ششدانگ یک قطعه باغ به مساحت ۶۸۶۴,۲ مترمربع. xyxy=(725,340,951,374)
section-subheading: از بخش ۱۲ حوزه ثبت مشکین شهر xyxy=(104,1136,243,1147)
notice-entry: ۴۳۳ فرعی مفروز از ۳ اصلی آقای علی آقایی فرزند بخشعلی نسبت به مقدار ۲ شعیر مشاع از ۹۶ شعیر ششدانگ یک قطعه زمین مزروعی آبی به مساحت ۳۰۳۲,۹۱ مترمربع. xyxy=(17,811,243,844)
notice-entry: ۲۳۸۷۶ فرعی مفروز از ۱۶۲۸ فرعی از ۳۷ اصلی آقای حسین تقی زاده فرزند اصغر نسبت به مقدار ۹۶ شعیر مشاع از ۹۶ شعیر ششدانگ یک باب خانه به مساحت ۲۴۰,۲۷ مترمربع. xyxy=(253,553,479,586)
section-subheading: از شماره های فرعی قریه گلستان پلاک ۷۴ اصلی xyxy=(47,1080,243,1091)
section-subheading: از شماره های فرعی قریه بوالی پلاک ۲۱ اصلی xyxy=(763,1315,951,1326)
separator-stars: ***** xyxy=(109,777,151,788)
notice-entry: ۲۳۹۱۰ فرعی مفروز از ۱۸۰۲ فرعی از ۳۷ اصلی آقای جمال عزیزی فرزند داود نسبت به مقدار ۹۶ شعیر مشاع از ۹۶ شعیر ششدانگ یک باب خانه به مساحت ۲۱۰,۳۸ مترمربع. xyxy=(253,956,479,990)
notice-entry: ۲۳۷۰۸ فرعی مفروز از ۱۷۰۸ فرعی از ۳۷ اصلی آقای عباداله زاده فرزند قادر نسبت به مقدار ۹۶ شعیر مشاع از ۹۶ شعیر ششدانگ یک باب خانه به مساحت ۱۳۷,۲۷ مترمربع. xyxy=(489,351,715,385)
